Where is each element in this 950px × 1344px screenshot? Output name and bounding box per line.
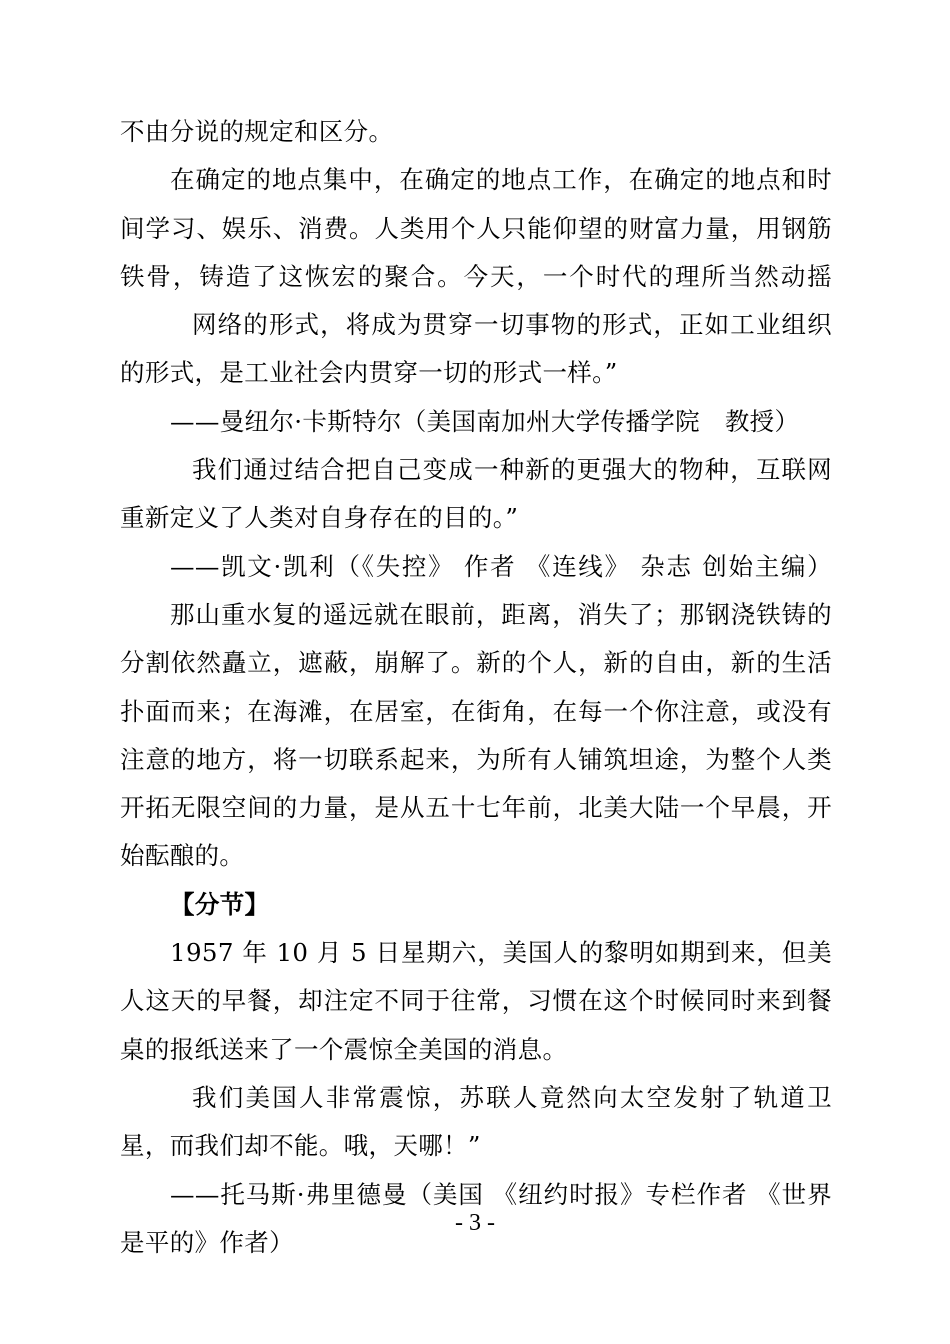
text-line: ——凯文·凯利（《失控》 作者 《连线》 杂志 创始主编） <box>170 551 832 581</box>
text-line: 扑面而来；在海滩，在居室，在街角，在每一个你注意，或没有 <box>120 696 832 726</box>
text-line: 1957 年 10 月 5 日星期六，美国人的黎明如期到来，但美 <box>170 938 832 968</box>
text-line: 不由分说的规定和区分。 <box>120 117 394 146</box>
text-line: 注意的地方，将一切联系起来，为所有人铺筑坦途，为整个人类 <box>120 744 832 774</box>
page-number: - 3 - <box>455 1210 495 1236</box>
text-line: 我们美国人非常震惊，苏联人竟然向太空发射了轨道卫 <box>192 1082 832 1112</box>
document-body <box>120 108 832 1267</box>
text-line: 桌的报纸送来了一个震惊全美国的消息。 <box>120 1034 568 1064</box>
text-line: 我们通过结合把自己变成一种新的更强大的物种，互联网 <box>192 455 832 485</box>
section-heading: 【分节】 <box>170 889 270 919</box>
text-line: ——曼纽尔·卡斯特尔（美国南加州大学传播学院 教授） <box>170 406 800 436</box>
text-line: 重新定义了人类对自身存在的目的。” <box>120 503 519 533</box>
text-line: 网络的形式，将成为贯穿一切事物的形式，正如工业组织 <box>192 310 832 340</box>
text-line: 是平的》作者） <box>120 1227 294 1257</box>
text-line: 开拓无限空间的力量，是从五十七年前，北美大陆一个早晨，开 <box>120 793 832 823</box>
text-line: 铁骨，铸造了这恢宏的聚合。今天，一个时代的理所当然动摇 <box>120 261 832 291</box>
text-line: ——托马斯·弗里德曼（美国 《纽约时报》专栏作者 《世界 <box>170 1179 832 1209</box>
text-line: 那山重水复的遥远就在眼前，距离，消失了；那钢浇铁铸的 <box>170 599 832 629</box>
text-line: 分割依然矗立，遮蔽，崩解了。新的个人，新的自由，新的生活 <box>120 648 832 678</box>
text-line: 间学习、娱乐、消费。人类用个人只能仰望的财富力量，用钢筋 <box>120 213 832 243</box>
text-line: 始酝酿的。 <box>120 841 245 871</box>
text-line: 人这天的早餐，却注定不同于往常，习惯在这个时候同时来到餐 <box>120 986 832 1016</box>
text-line: 的形式，是工业社会内贯穿一切的形式一样。” <box>120 358 618 388</box>
text-line: 在确定的地点集中，在确定的地点工作，在确定的地点和时 <box>170 165 832 195</box>
text-line: 星，而我们却不能。哦，天哪！” <box>120 1131 481 1161</box>
